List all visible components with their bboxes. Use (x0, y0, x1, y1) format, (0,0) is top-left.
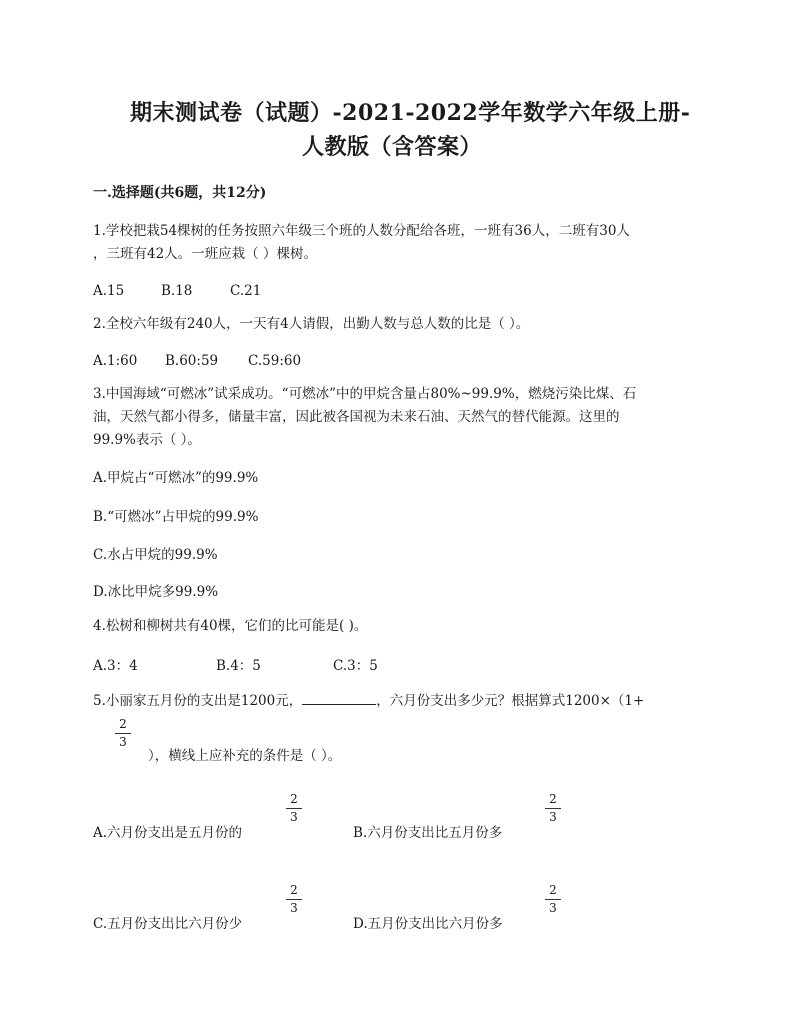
q1-option-a: A.15 (93, 283, 125, 299)
q2-option-a: A.1:60 (93, 353, 138, 369)
q1-option-c: C.21 (230, 283, 262, 299)
fraction-two-thirds (545, 884, 561, 915)
fraction-denominator: 3 (290, 810, 298, 824)
fraction-numerator: 2 (549, 883, 557, 897)
fraction-denominator: 3 (290, 901, 298, 915)
q5-option-c: C.五月份支出比六月份少 (93, 916, 243, 932)
fraction-numerator: 2 (549, 792, 557, 806)
page-title-line1: 期末测试卷（试题）-2021-2022学年数学六年级上册- (130, 100, 691, 126)
answer-blank (302, 690, 376, 705)
question-2-line1: 2.全校六年级有240人，一天有4人请假，出勤人数与总人数的比是（ ）。 (93, 316, 530, 332)
question-5-line2: ），横线上应补充的条件是（ ）。 (148, 748, 342, 764)
q3-option-c: C.水占甲烷的99.9% (93, 547, 218, 563)
fraction-denominator: 3 (119, 735, 127, 749)
q5-option-a: A.六月份支出是五月份的 (93, 825, 243, 841)
q3-option-b: B.“可燃冰”占甲烷的99.9% (93, 509, 259, 525)
fraction-denominator: 3 (549, 901, 557, 915)
q2-option-b: B.60:59 (165, 353, 219, 369)
fraction-two-thirds (286, 884, 302, 915)
q5-option-b: B.六月份支出比五月份多 (353, 825, 503, 841)
question-1-line2: ，三班有42人。一班应栽（ ）棵树。 (93, 246, 317, 262)
q5-option-d: D.五月份支出比六月份多 (353, 916, 503, 932)
fraction-two-thirds (286, 793, 302, 824)
fraction-numerator: 2 (290, 792, 298, 806)
fraction-numerator: 2 (290, 883, 298, 897)
question-5-text-start: 5.小丽家五月份的支出是1200元， (93, 693, 303, 709)
fraction-two-thirds (545, 793, 561, 824)
fraction-numerator: 2 (119, 717, 127, 731)
question-3-line2: 油，天然气都小得多，储量丰富，因此被各国视为未来石油、天然气的替代能源。这里的 (93, 409, 620, 425)
section-heading: 一.选择题(共6题，共12分) (93, 185, 267, 201)
q4-option-c: C.3：5 (333, 658, 378, 674)
question-5-text-end: ，六月份支出多少元？根据算式1200×（1+ (376, 693, 645, 709)
q3-option-d: D.冰比甲烷多99.9% (93, 584, 219, 600)
question-1-line1: 1.学校把栽54棵树的任务按照六年级三个班的人数分配给各班，一班有36人，二班有30人 (93, 223, 630, 239)
page-title-line2: 人教版（含答案） (302, 134, 483, 160)
q4-option-b: B.4：5 (216, 658, 261, 674)
q2-option-c: C.59:60 (248, 353, 302, 369)
fraction-denominator: 3 (549, 810, 557, 824)
q4-option-a: A.3：4 (93, 658, 138, 674)
question-4-line1: 4.松树和柳树共有40棵，它们的比可能是( )。 (93, 618, 368, 634)
question-5-line1 (93, 688, 644, 714)
question-3-line3: 99.9%表示（ ）。 (93, 432, 201, 448)
question-3-line1: 3.中国海域“可燃冰”试采成功。“可燃冰”中的甲烷含量占80%~99.9%，燃烧污染比煤、石 (93, 386, 637, 402)
q3-option-a: A.甲烷占“可燃冰”的99.9% (93, 470, 259, 486)
q1-option-b: B.18 (161, 283, 193, 299)
fraction-two-thirds (115, 718, 131, 749)
